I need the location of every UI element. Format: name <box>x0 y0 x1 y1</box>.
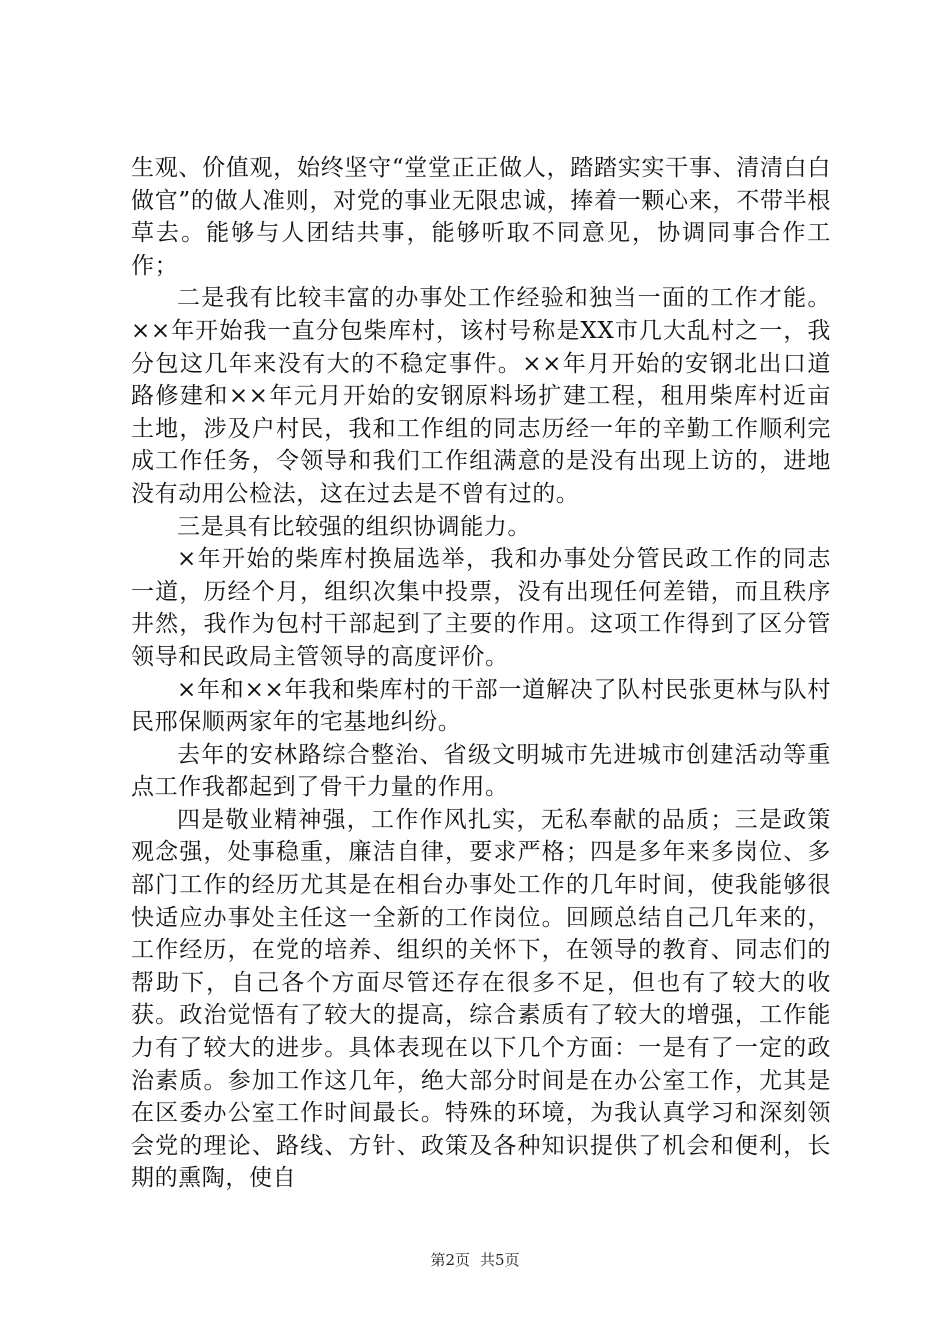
page-number: 第2页 <box>430 1251 470 1269</box>
page-footer <box>0 1250 950 1270</box>
paragraph: 去年的安林路综合整治、省级文明城市先进城市创建活动等重点工作我都起到了骨干力量的作用。 <box>131 741 831 801</box>
paragraph: ×年和××年我和柴库村的干部一道解决了队村民张更林与队村民邢保顺两家年的宅基地纠纷。 <box>131 676 831 736</box>
paragraph: ×年开始的柴库村换届选举，我和办事处分管民政工作的同志一道，历经个月，组织次集中投票，没有出现任何差错，而且秩序井然，我作为包村干部起到了主要的作用。这项工作得到了区分管领导和民政局主管领导的高度评价。 <box>131 546 831 670</box>
page-total: 共5页 <box>480 1251 520 1269</box>
paragraph: 四是敬业精神强，工作作风扎实，无私奉献的品质；三是政策观念强，处事稳重，廉洁自律，要求严格；四是多年来多岗位、多部门工作的经历尤其是在相台办事处工作的几年时间，使我能够很快适应办事处主任这一全新的工作岗位。回顾总结自己几年来的，工作经历，在党的培养、组织的关怀下，在领导的教育、同志们的帮助下，自己各个方面尽管还存在很多不足，但也有了较大的收获。政治觉悟有了较大的提高，综合素质有了较大的增强，工作能力有了较大的进步。具体表现在以下几个方面：一是有了一定的政治素质。参加工作这几年，绝大部分时间是在办公室工作，尤其是在区委办公室工作时间最长。特殊的环境，为我认真学习和深刻领会党的理论、路线、方针、政策及各种知识提供了机会和便利，长期的熏陶，使自 <box>131 806 831 1192</box>
paragraph: 二是我有比较丰富的办事处工作经验和独当一面的工作才能。××年开始我一直分包柴库村，该村号称是XX市几大乱村之一，我分包这几年来没有大的不稳定事件。××年月开始的安钢北出口道路修建和××年元月开始的安钢原料场扩建工程，租用柴库村近亩土地，涉及户村民，我和工作组的同志历经一年的辛勤工作顺利完成工作任务，令领导和我们工作组满意的是没有出现上访的，进地没有动用公检法，这在过去是不曾有过的。 <box>131 285 831 507</box>
paragraph: 生观、价值观，始终坚守“堂堂正正做人，踏踏实实干事、清清白白做官”的做人准则，对党的事业无限忠诚，捧着一颗心来，不带半根草去。能够与人团结共事，能够听取不同意见，协调同事合作工作； <box>131 155 831 279</box>
paragraph: 三是具有比较强的组织协调能力。 <box>177 513 531 540</box>
document-body <box>131 152 831 1195</box>
